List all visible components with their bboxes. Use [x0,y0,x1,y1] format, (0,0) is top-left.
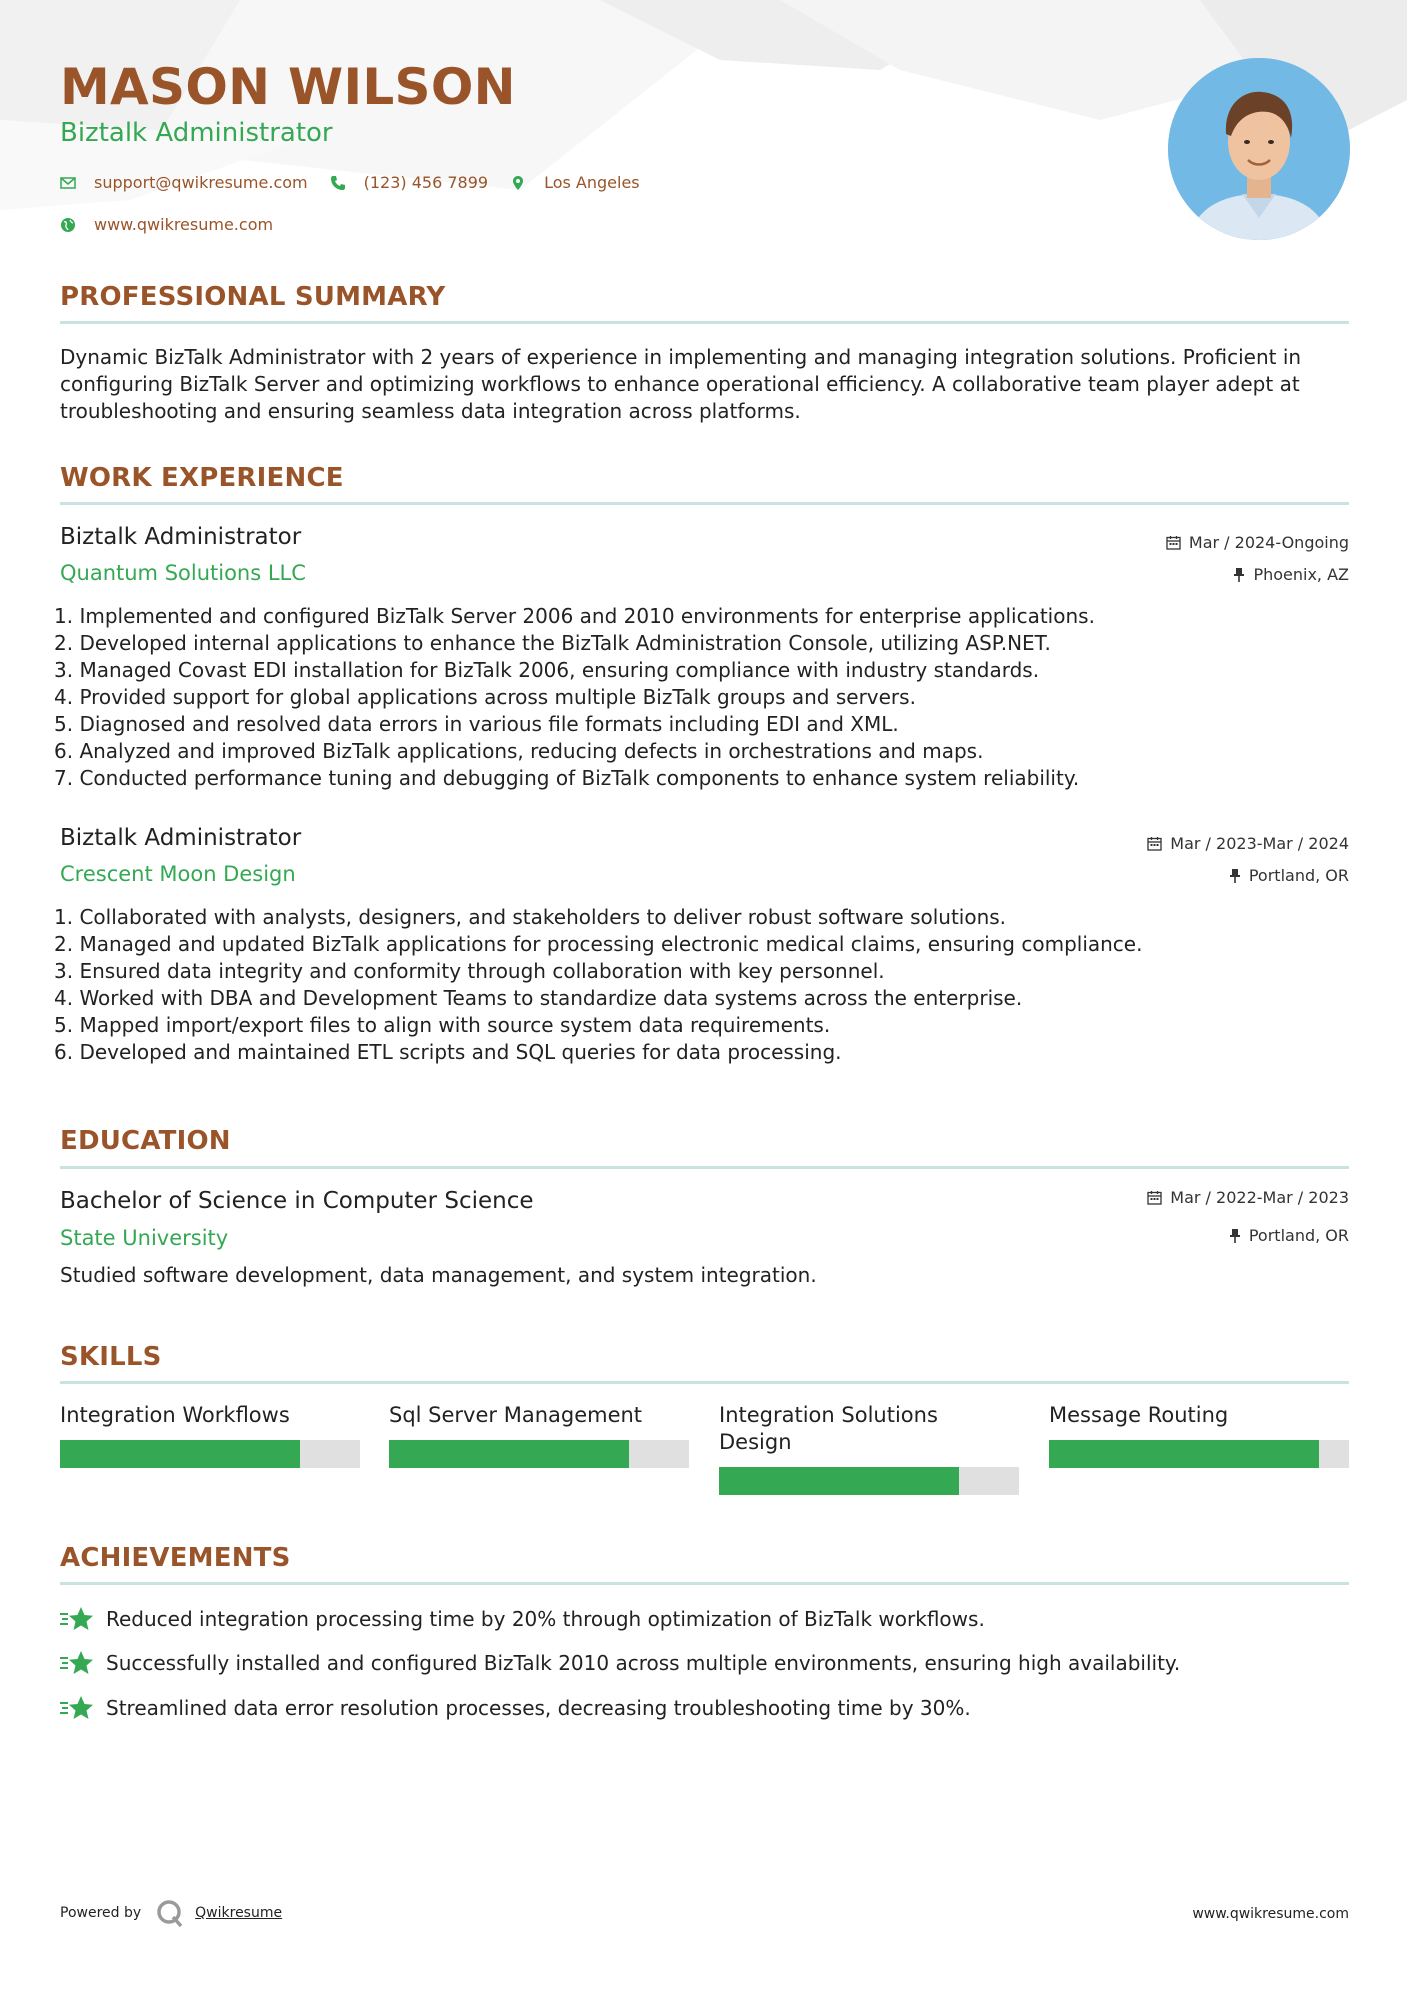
list-item: 4. Worked with DBA and Development Teams to standardize data systems across the enterprise. [54,986,1023,1010]
location-text: Los Angeles [544,173,640,192]
section-divider [60,1166,1349,1169]
contact-location [510,173,640,192]
education-dates [1147,1188,1349,1207]
job-responsibilities [54,904,1344,1066]
phone-icon [330,175,346,191]
map-marker-icon [510,175,526,191]
list-item: 1. Collaborated with analysts, designers, and stakeholders to deliver robust software solutions. [54,905,1007,929]
achievement-item [60,1694,971,1722]
skill-item [719,1402,1019,1456]
skill-bar [719,1467,1019,1495]
job-dates [1166,533,1349,552]
job-company: Quantum Solutions LLC [60,561,306,585]
skill-item [60,1402,360,1429]
contact-row-primary [60,173,662,192]
skill-item [389,1402,689,1429]
contact-phone[interactable] [330,173,488,192]
list-item: 6. Analyzed and improved BizTalk applications, reducing defects in orchestrations and maps. [54,739,984,763]
skill-bar [1049,1440,1349,1468]
globe-icon [60,217,76,233]
achievement-item [60,1649,1180,1677]
skill-bar [389,1440,689,1468]
list-item: 3. Managed Covast EDI installation for BizTalk 2006, ensuring compliance with industry standards. [54,658,1040,682]
qwikresume-link[interactable]: Qwikresume [195,1905,283,1921]
pushpin-icon [1229,1228,1241,1243]
pushpin-icon [1229,868,1241,883]
job-dates-text: Mar / 2024-Ongoing [1188,533,1349,552]
profile-photo [1168,58,1350,240]
skill-item [1049,1402,1349,1429]
job-dates-text: Mar / 2023-Mar / 2024 [1170,834,1349,853]
list-item: 6. Developed and maintained ETL scripts and SQL queries for data processing. [54,1040,842,1064]
job-title: Biztalk Administrator [60,825,302,851]
summary-heading: PROFESSIONAL SUMMARY [60,282,446,312]
list-item: 4. Provided support for global applications across multiple BizTalk groups and servers. [54,685,916,709]
job-responsibilities [54,603,1344,792]
skill-bar-fill [60,1440,300,1468]
job-location [1233,565,1349,584]
contact-email[interactable] [60,173,308,192]
skills-heading: SKILLS [60,1342,162,1372]
education-degree: Bachelor of Science in Computer Science [60,1188,534,1214]
summary-text: Dynamic BizTalk Administrator with 2 years of experience in implementing and managing integration solutions. Proficient in configuring BizTalk Server and optimizing workflows to enhance operational efficiency. A collaborative team player adept at troubleshooting and ensuring seamless data integration across platforms. [60,345,1302,423]
phone-text: (123) 456 7899 [363,173,489,192]
section-divider [60,502,1349,505]
job-company: Crescent Moon Design [60,862,296,886]
skill-name: Integration Solutions Design [719,1403,938,1454]
list-item: 2. Developed internal applications to enhance the BizTalk Administration Console, utilizing ASP.NET. [54,631,1051,655]
education-heading: EDUCATION [60,1126,231,1156]
education-location-text: Portland, OR [1248,1226,1349,1245]
achievement-text: Reduced integration processing time by 20% through optimization of BizTalk workflows. [106,1607,985,1631]
achievement-text: Successfully installed and configured BizTalk 2010 across multiple environments, ensuring high availability. [106,1651,1181,1675]
skill-name: Integration Workflows [60,1403,290,1427]
section-divider [60,321,1349,324]
skill-name: Sql Server Management [389,1403,643,1427]
email-text: support@qwikresume.com [94,173,308,192]
job-dates [1147,834,1349,853]
job-location-text: Phoenix, AZ [1253,565,1349,584]
job-location [1229,866,1349,885]
calendar-icon [1147,1190,1162,1205]
contact-website[interactable] [60,215,273,234]
star-bullet-icon [60,1605,94,1633]
qwikresume-logo-icon [155,1898,185,1928]
education-school: State University [60,1226,229,1250]
calendar-icon [1147,836,1162,851]
footer-website[interactable]: www.qwikresume.com [1192,1906,1349,1922]
achievement-item [60,1605,985,1633]
section-divider [60,1381,1349,1384]
education-description: Studied software development, data management, and system integration. [60,1263,817,1287]
list-item: 3. Ensured data integrity and conformity through collaboration with key personnel. [54,959,885,983]
skill-bar-fill [389,1440,629,1468]
list-item: 1. Implemented and configured BizTalk Server 2006 and 2010 environments for enterprise applications. [54,604,1095,628]
list-item: 2. Managed and updated BizTalk applications for processing electronic medical claims, ensuring compliance. [54,932,1143,956]
section-divider [60,1582,1349,1585]
skill-bar-fill [719,1467,959,1495]
powered-by-label: Powered by [60,1905,142,1921]
star-bullet-icon [60,1649,94,1677]
pushpin-icon [1233,567,1245,582]
achievement-text: Streamlined data error resolution processes, decreasing troubleshooting time by 30%. [106,1696,971,1720]
skill-bar-fill [1049,1440,1319,1468]
skill-bar [60,1440,360,1468]
star-bullet-icon [60,1694,94,1722]
job-location-text: Portland, OR [1248,866,1349,885]
footer-powered-by [60,1898,282,1928]
website-text: www.qwikresume.com [94,215,274,234]
calendar-icon [1166,535,1181,550]
envelope-icon [60,175,76,191]
contact-row-secondary [60,215,295,234]
list-item: 7. Conducted performance tuning and debugging of BizTalk components to enhance system reliability. [54,766,1080,790]
experience-heading: WORK EXPERIENCE [60,463,344,493]
list-item: 5. Mapped import/export files to align with source system data requirements. [54,1013,831,1037]
list-item: 5. Diagnosed and resolved data errors in various file formats including EDI and XML. [54,712,899,736]
skill-name: Message Routing [1049,1403,1229,1427]
education-dates-text: Mar / 2022-Mar / 2023 [1170,1188,1349,1207]
job-title: Biztalk Administrator [60,524,302,550]
education-location [1229,1226,1349,1245]
achievements-heading: ACHIEVEMENTS [60,1543,291,1573]
candidate-role: Biztalk Administrator [60,118,333,148]
candidate-name: MASON WILSON [60,58,516,116]
